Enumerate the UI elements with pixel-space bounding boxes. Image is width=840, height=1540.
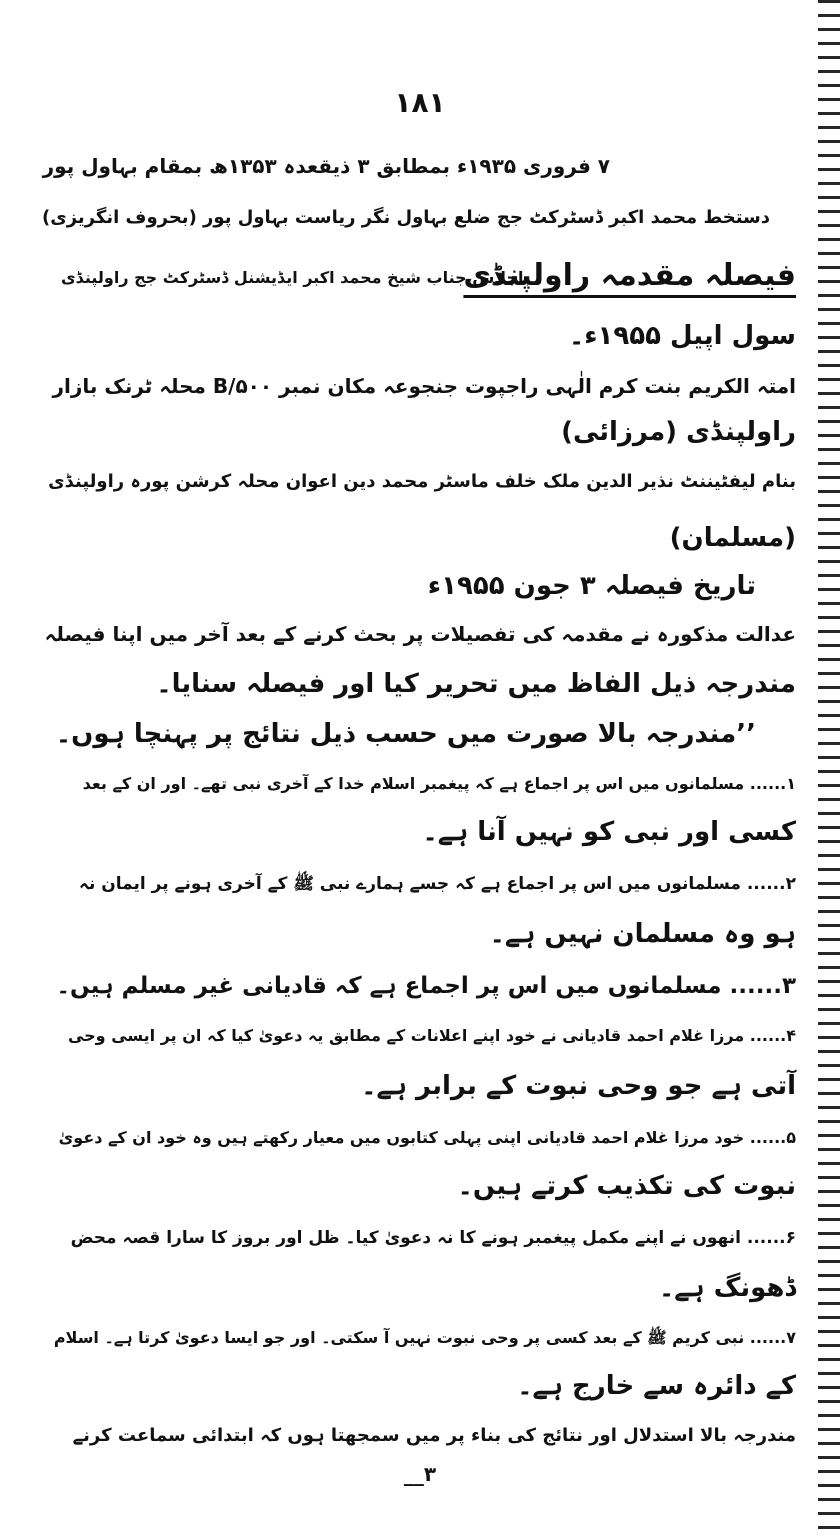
text-line: کے دائرہ سے خارج ہے۔	[517, 1371, 796, 1401]
scan-edge-border	[818, 0, 840, 1540]
text-line: دستخط محمد اکبر ڈسٹرکٹ جج ضلع بہاول نگر ریاست بہاول پور (بحروف انگریزی)	[42, 207, 770, 228]
list-item-7: ۷...... نبی کریم ﷺ کے بعد کسی پر وحی نبوت نہیں آ سکتی۔ اور جو ایسا دعویٰ کرتا ہے۔ اسلام	[53, 1328, 796, 1347]
text-line: کسی اور نبی کو نہیں آنا ہے۔	[422, 817, 796, 847]
text-line: مندرجہ بالا استدلال اور نتائج کی بناء پر میں سمجھتا ہوں کہ ابتدائی سماعت کرنے	[72, 1425, 796, 1446]
text-line: راولپنڈی (مرزائی)	[561, 417, 796, 447]
list-item-5: ۵...... خود مرزا غلام احمد قادیانی اپنی پہلی کتابوں میں معیار رکھتے ہیں وہ خود ان کے دعویٰ	[58, 1128, 796, 1147]
text-line: امتہ الکریم بنت کرم الٰہی راجپوت جنجوعہ مکان نمبر B/۵۰۰ محلہ ٹرنک بازار	[52, 374, 796, 398]
text-line: باجلاس جناب شیخ محمد اکبر ایڈیشنل ڈسٹرکٹ جج راولپنڈی	[60, 268, 530, 287]
text-line: ۷ فروری ۱۹۳۵ء بمطابق ۳ ذیقعدہ ۱۳۵۳ھ بمقام بہاول پور	[42, 154, 610, 178]
text-line: تاریخ فیصلہ ۳ جون ۱۹۵۵ء	[427, 571, 756, 601]
list-item-2: ۲...... مسلمانوں میں اس پر اجماع ہے کہ جسے ہمارے نبی ﷺ کے آخری ہونے پر ایمان نہ	[78, 874, 796, 894]
text-line: عدالت مذکورہ نے مقدمہ کی تفصیلات پر بحث کرنے کے بعد آخر میں اپنا فیصلہ	[44, 622, 796, 646]
list-item-3: ۳...... مسلمانوں میں اس پر اجماع ہے کہ قادیانی غیر مسلم ہیں۔	[56, 973, 796, 999]
list-item-6: ۶...... انھوں نے اپنے مکمل پیغمبر ہونے کا نہ دعویٰ کیا۔ ظل اور بروز کا سارا قصہ محض	[70, 1228, 796, 1248]
section-heading: فیصلہ مقدمہ راولپنڈی	[463, 258, 796, 293]
text-line: ’’مندرجہ بالا صورت میں حسب ذیل نتائج پر پہنچا ہوں۔	[55, 719, 756, 749]
list-item-1: ۱...... مسلمانوں میں اس پر اجماع ہے کہ پیغمبر اسلام خدا کے آخری نبی تھے۔ اور ان کے بعد	[82, 774, 796, 793]
text-line: نبوت کی تکذیب کرتے ہیں۔	[457, 1171, 796, 1201]
text-line: ہو وہ مسلمان نہیں ہے۔	[489, 919, 796, 949]
text-line: ڈھونگ ہے۔	[658, 1273, 796, 1303]
page-number: ۱۸۱	[394, 86, 446, 119]
text-line: (مسلمان)	[669, 523, 796, 553]
text-line: سول اپیل ۱۹۵۵ء۔	[568, 321, 796, 351]
list-item-4: ۴...... مرزا غلام احمد قادیانی نے خود اپنے اعلانات کے مطابق یہ دعویٰ کیا کہ ان پر ایسی وحی	[67, 1026, 796, 1045]
footer-mark: __۳	[403, 1462, 437, 1486]
text-line: مندرجہ ذیل الفاظ میں تحریر کیا اور فیصلہ سنایا۔	[156, 669, 796, 699]
text-line: آتی ہے جو وحی نبوت کے برابر ہے۔	[361, 1071, 796, 1101]
text-line: بنام لیفٹیننٹ نذیر الدین ملک خلف ماسٹر محمد دین اعوان محلہ کرشن پورہ راولپنڈی	[48, 471, 796, 492]
